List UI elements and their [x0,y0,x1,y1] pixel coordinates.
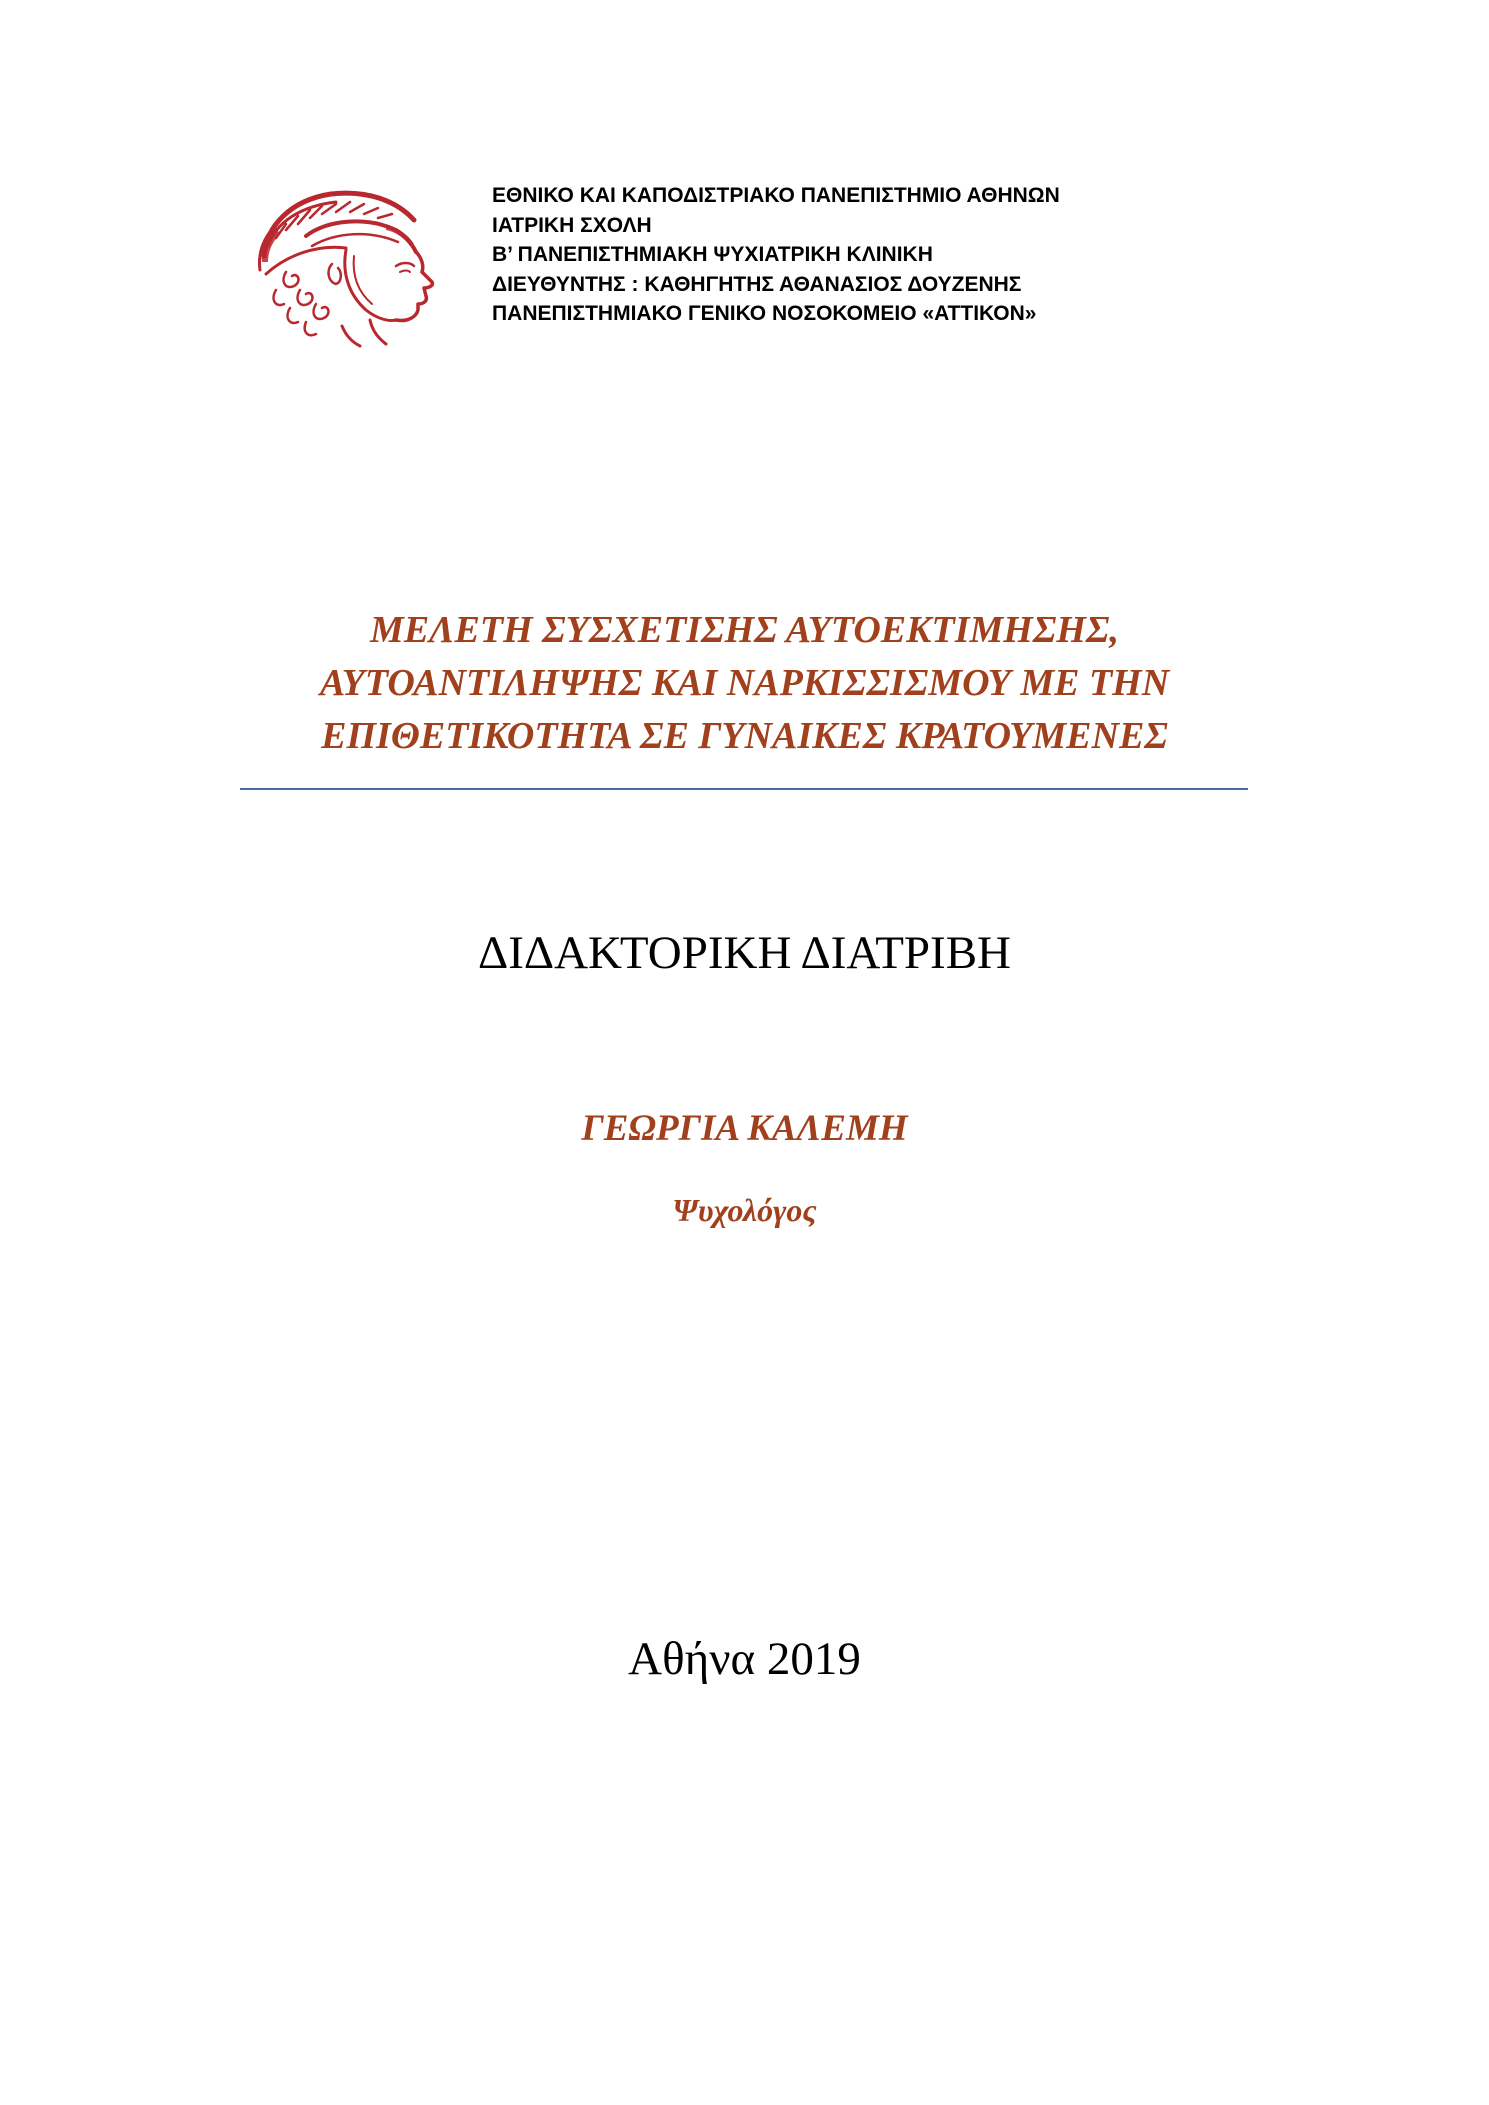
thesis-title-line: ΑΥΤΟΑΝΤΙΛΗΨΗΣ ΚΑΙ ΝΑΡΚΙΣΣΙΣΜΟΥ ΜΕ ΤΗΝ [319,662,1170,704]
thesis-title [200,604,1289,763]
clinic-name: Β’ ΠΑΝΕΠΙΣΤΗΜΙΑΚΗ ΨΥΧΙΑΤΡΙΚΗ ΚΛΙΝΙΚΗ [492,243,933,266]
institution-header [492,181,1252,329]
place-and-year: Αθήνα 2019 [628,1633,861,1685]
title-divider [240,788,1248,790]
thesis-title-line: ΕΠΙΘΕΤΙΚΟΤΗΤΑ ΣΕ ΓΥΝΑΙΚΕΣ ΚΡΑΤΟΥΜΕΝΕΣ [321,715,1168,757]
author-name: ΓΕΩΡΓΙΑ ΚΑΛΕΜΗ [581,1108,908,1149]
director-line: ΔΙΕΥΘΥΝΤΗΣ : ΚΑΘΗΓΗΤΗΣ ΑΘΑΝΑΣΙΟΣ ΔΟΥΖΕΝΗΣ [492,272,1022,296]
hospital-name: ΠΑΝΕΠΙΣΤΗΜΙΑΚΟ ΓΕΝΙΚΟ ΝΟΣΟΚΟΜΕΙΟ «ΑΤΤΙΚΟΝ» [492,302,1037,325]
document-type: ΔΙΔΑΚΤΟΡΙΚΗ ΔΙΑΤΡΙΒΗ [478,927,1011,979]
athena-head-logo-icon [246,186,446,350]
school-name: ΙΑΤΡΙΚΗ ΣΧΟΛΗ [492,213,652,237]
author-role: Ψυχολόγος [672,1192,817,1228]
thesis-title-line: ΜΕΛΕΤΗ ΣΥΣΧΕΤΙΣΗΣ ΑΥΤΟΕΚΤΙΜΗΣΗΣ, [370,609,1119,651]
institution-name: ΕΘΝΙΚΟ ΚΑΙ ΚΑΠΟΔΙΣΤΡΙΑΚΟ ΠΑΝΕΠΙΣΤΗΜΙΟ ΑΘΗΝΩΝ [492,184,1060,207]
